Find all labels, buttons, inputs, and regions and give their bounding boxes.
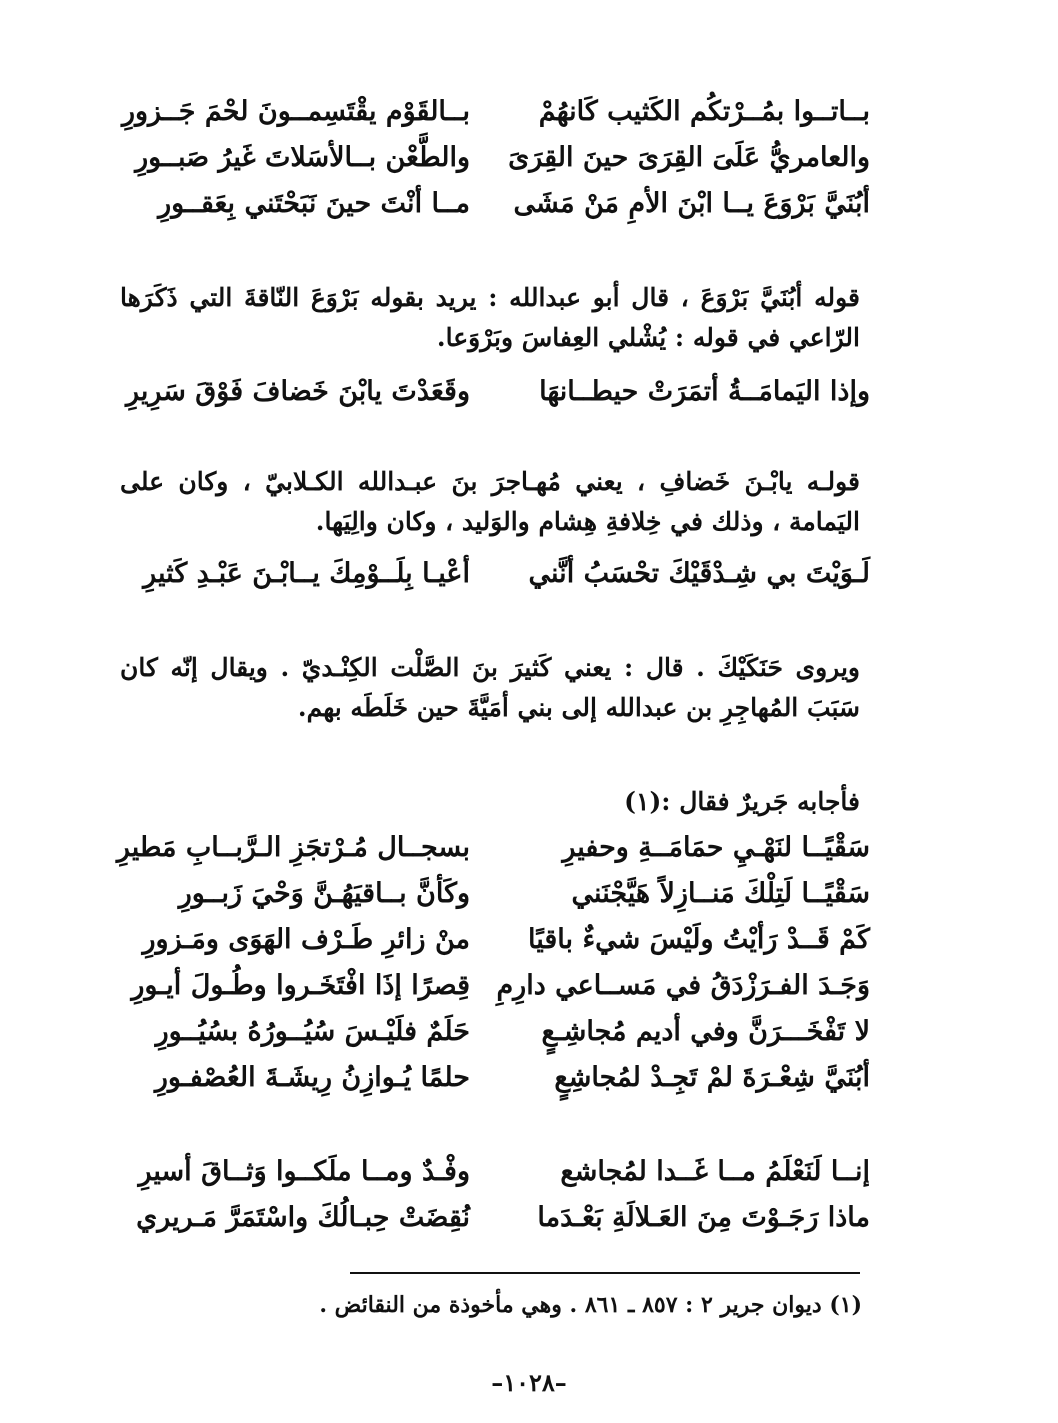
verse-second-hemistich: منْ زائرِ طَـرْف الهَوَى ومَـزورِ [142, 924, 470, 955]
verse-line [110, 964, 870, 1010]
verse-first-hemistich: سَقْيًــا لنَهْـيِ حمَامَــةِ وحفيرِ [562, 832, 870, 863]
verse-line [110, 136, 870, 182]
verse-second-hemistich: والطَّعْن بــالأسَلاتَ غَيرُ صَبــورِ [135, 142, 470, 173]
verse-group-5 [110, 1150, 870, 1242]
verse-line [110, 1196, 870, 1242]
verse-second-hemistich: حلمًا يُـوازِنُ رِيشَـةَ العُصْفـورِ [154, 1062, 470, 1093]
verse-first-hemistich: سَقْيًــا لَتِلْكَ مَنــازِلاً هَيَّجْنَني [571, 878, 870, 909]
verse-second-hemistich: نُقِضَتْ حِبـالُكَ واسْتَمَرَّ مَـريري [136, 1202, 470, 1233]
verse-first-hemistich: لَـوَيْتَ بي شِـدْقَيْكَ تحْسَبُ أنَّني [528, 558, 870, 589]
verse-first-hemistich: بــاتــوا بمُــرْتكُم الكَثيب كَانهُمْ [538, 96, 870, 127]
verse-group-3 [110, 552, 870, 598]
verse-line [110, 1056, 870, 1102]
verse-group-1 [110, 90, 870, 228]
verse-first-hemistich: أبُنَيَّ شِعْـرَةَ لمْ تَجِـدْ لمُجاشِعٍ [554, 1062, 870, 1093]
commentary-paragraph-2: قولـه يابْـنَ خَضافِ ، يعني مُهـاجرَ بنَ عبـدالله الكـلابيّ ، وكان على اليَمامة ، وذلك في خِلافةِ هِشام والوَليد ، وكان والِيَها. [120, 467, 860, 536]
verse-first-hemistich: وَجَـدَ الفـرَزْدَقُ في مَســاعي دارِمِ [496, 970, 870, 1001]
verse-group-4 [110, 826, 870, 1102]
verse-line [110, 182, 870, 228]
verse-line [110, 370, 870, 416]
verse-line [110, 1010, 870, 1056]
verse-second-hemistich: قِصرًا إذَا افْتَخَـروا وطُـولَ أيـورِ [131, 970, 470, 1001]
page-number: –١٠٢٨– [491, 1368, 567, 1397]
verse-first-hemistich: لا تَفْخَـــرَنَّ وفي أديم مُجاشِـعٍ [541, 1016, 870, 1047]
verse-first-hemistich: إنــا لَنَعْلَمُ مــا غَــدا لمُجاشع [560, 1156, 870, 1187]
verse-first-hemistich: وإذا اليَمامَــةُ أتمَرَتْ حيطــانهَا [539, 376, 870, 407]
verse-group-2 [110, 370, 870, 416]
footnote: (١) ديوان جرير ٢ : ٨٥٧ ـ ٨٦١ . وهي مأخوذة من النقائض . [319, 1292, 862, 1318]
verse-line [110, 826, 870, 872]
commentary-paragraph-3: ويروى حَنَكَيْكَ . قال : يعني كَثيرَ بنَ الصَّلْت الكِنْـديّ . ويقال إنّه كان سَبَبَ المُهاجِرِ بن عبدالله إلى بني أمَيَّةَ حين خَلَطَه بهم. [120, 653, 860, 722]
verse-first-hemistich: ماذا رَجَـوْتَ مِنَ العَـلالَةِ بَعْـدَما [537, 1202, 870, 1233]
verse-line [110, 872, 870, 918]
poem-introduction: فأجابه جَريرٌ فقال :(١) [624, 787, 860, 816]
verse-second-hemistich: أعْيـا بِلَــوْمِكَ يــابْـنَ عَبْـدِ كَثيرِ [143, 558, 470, 589]
verse-second-hemistich: وكَأنَّ بــاقيَهُـنَّ وَحْيَ زَبــورِ [178, 878, 470, 909]
verse-second-hemistich: وفْـدٌ ومــا ملَكــوا وَثــاقَ أسيرِ [138, 1156, 470, 1187]
verse-line [110, 90, 870, 136]
verse-second-hemistich: بــالقَوْم يقْتَسِمــونَ لحْمَ جَــزورِ [121, 96, 470, 127]
verse-line [110, 918, 870, 964]
verse-second-hemistich: بسجــال مُـرْتجَزِ الـرَّبــابِ مَطيرِ [116, 832, 470, 863]
verse-first-hemistich: والعامريُّ عَلَىَ القِرَىَ حينَ القِرَىَ [508, 142, 870, 173]
commentary-paragraph-1: قوله أبُنَيَّ بَرْوَعَ ، قال أبو عبدالله : يريد بقوله بَرْوَعَ النّاقةَ التي ذَكَرَها الرّاعي في قوله : يُشْلي العِفاسَ وبَرْوَعا. [120, 283, 860, 352]
verse-second-hemistich: مــا أنْتَ حينَ نَبَحْتَني بِعَقــورِ [158, 188, 470, 219]
verse-line [110, 1150, 870, 1196]
verse-first-hemistich: أبُنَيَّ بَرْوَعَ يــا ابْنَ الأمِ مَنْ مَشَى [513, 188, 870, 219]
verse-line [110, 552, 870, 598]
verse-first-hemistich: كَمْ قَــدْ رَأيْتُ ولَيْسَ شيءٌ باقيًا [528, 924, 870, 955]
verse-second-hemistich: حَلَمٌ فلَيْـسَ سُيُــورُهُ بسُيُــورِ [155, 1016, 470, 1047]
footnote-divider [350, 1272, 860, 1274]
verse-second-hemistich: وقَعَدْتَ يابْنَ خَضافَ فَوْقَ سَرِيرِ [125, 376, 470, 407]
